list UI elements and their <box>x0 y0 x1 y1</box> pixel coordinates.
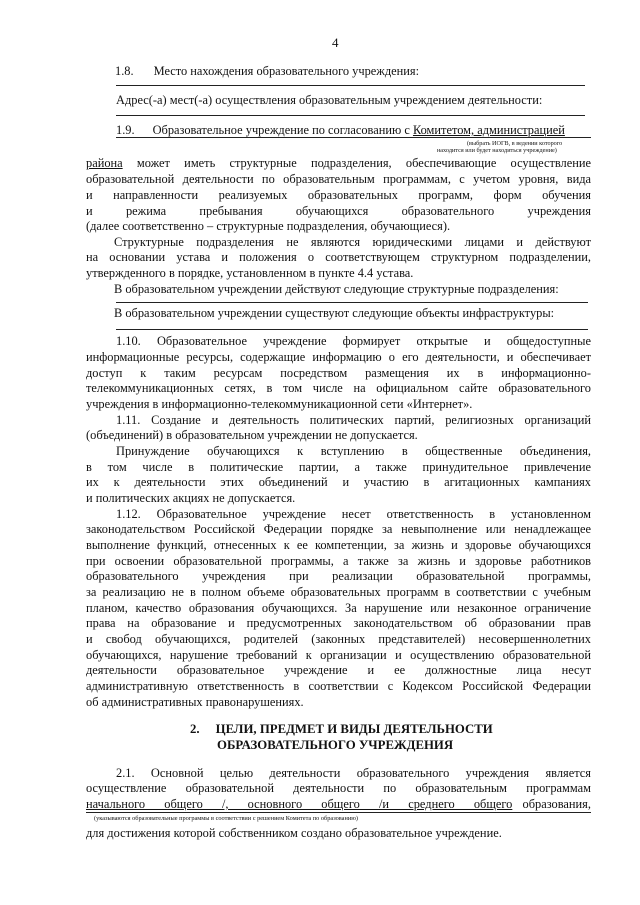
para-1-9-line: на основании устава и положения о соответствующем структурном подразделении, <box>86 250 591 264</box>
section-number: 2. <box>190 722 200 736</box>
para-1-9-line: и направленности реализуемых образовательных программ, форм обучения <box>86 188 591 202</box>
para-2-1-line: 2.1. Основной целью деятельности образовательного учреждения является <box>116 766 591 780</box>
para-1-9-line: утвержденного в порядке, установленном в пункте 4.4 устава. <box>86 266 414 280</box>
section-number: 1.9. <box>116 123 135 137</box>
section-title-line-2: ОБРАЗОВАТЕЛЬНОГО УЧРЕЖДЕНИЯ <box>217 738 454 752</box>
para-1-9-line: (далее соответственно – структурные подразделения, обучающиеся). <box>86 219 451 233</box>
blank-line <box>116 85 585 86</box>
location-label: Место нахождения образовательного учреждения: <box>153 64 420 78</box>
blank-line <box>116 329 588 330</box>
para-1-11-line: 1.11. Создание и деятельность политических партий, религиозных организаций <box>116 413 591 427</box>
para-1-12-line: 1.12. Образовательное учреждение несет ответственность в установленном <box>116 507 591 521</box>
para-1-10-line: доступ к таким ресурсам посредством размещения их в информационно- <box>86 366 591 380</box>
para-1-9-line: и режима пребывания обучающихся образовательного учреждения <box>86 204 591 218</box>
section-number: 1.8. <box>115 64 134 78</box>
para-2-1-line: для достижения которой собственником создано образовательное учреждение. <box>86 826 502 840</box>
blank-line <box>116 302 588 303</box>
section-1-8-heading <box>115 64 575 80</box>
para-1-11-line: в том числе в политические партии, а также принудительное привлечение <box>86 460 591 474</box>
blank-line <box>116 137 591 138</box>
para-1-12-line: при освоении образовательной программы, а также за жизнь и здоровье работников <box>86 554 591 568</box>
para-1-12-line: административную ответственность в соответствии с Кодексом Российской Федерации <box>86 679 591 693</box>
para-1-12-line: и свобод обучающихся, родителей (законных представителей) несовершеннолетних <box>86 632 591 646</box>
para-1-12-line: образовательного учреждения при реализации образовательной программы, <box>86 569 591 583</box>
para-1-12-line: законодательством Российской Федерации порядке за невыполнение или ненадлежащее <box>86 522 591 536</box>
para-1-12-line: планом, качество образования обучающихся. За нарушение или незаконное ограничение <box>86 601 591 615</box>
page-number: 4 <box>332 35 339 50</box>
para-1-12-line: деятельности образовательное учреждение и ее должностные лица несут <box>86 663 591 677</box>
subdivisions-label: В образовательном учреждении действуют следующие структурные подразделения: <box>114 282 559 296</box>
para-1-12-line: за реализацию не в полном объеме образовательных программ в соответствии с учебным <box>86 585 591 599</box>
infrastructure-label: В образовательном учреждении существуют следующие объекты инфраструктуры: <box>114 306 555 320</box>
authority-note-1: (выбрать ИОГВ, в ведении которого <box>467 140 563 147</box>
programs-field: начального общего /, основного общего /и среднего общего <box>86 797 513 811</box>
para-1-11-line: и политических акциях не допускается. <box>86 491 296 505</box>
para-1-11-line: Принуждение обучающихся к вступлению в общественные объединения, <box>116 444 591 458</box>
programs-note: (указываются образовательные программы в соответствии с решением Комитета по образованию) <box>94 815 359 822</box>
para-1-12-line: обучающихся, нарушение требований к организации и осуществлению образовательной <box>86 648 591 662</box>
para-2-1-line: начального общего /, основного общего /и среднего общего образования, <box>86 797 591 811</box>
blank-line <box>116 115 585 116</box>
para-2-1-line: осуществление образовательной деятельности по образовательным программам <box>86 781 591 795</box>
para-1-10-line: учреждения в информационно-телекоммуникационной сети «Интернет». <box>86 397 473 411</box>
district-field: района <box>86 156 123 170</box>
section-title-line-1: ЦЕЛИ, ПРЕДМЕТ И ВИДЫ ДЕЯТЕЛЬНОСТИ <box>215 722 493 736</box>
para-1-12-line: выполнение функций, отнесенных к ее компетенции, за жизнь и здоровье обучающихся <box>86 538 591 552</box>
consent-lead: Образовательное учреждение по согласованию с <box>152 123 410 137</box>
para-1-12-line: об административных правонарушениях. <box>86 695 304 709</box>
para-1-9-line: образовательной деятельности по образовательным программам, с учетом уровня, вида <box>86 172 591 186</box>
para-1-10-line: информационные ресурсы, содержащие информацию о его деятельности, и обеспечивает <box>86 350 591 364</box>
blank-line <box>86 812 591 813</box>
para-1-11-line: их к деятельности этих объединений и участию в агитационных кампаниях <box>86 475 591 489</box>
authority-field: Комитетом, администрацией <box>412 123 565 137</box>
para-1-9-line: района может иметь структурные подразделения, обеспечивающие осуществление <box>86 156 591 170</box>
section-2-heading <box>190 722 510 738</box>
para-1-12-line: права на образование и предусмотренных законодательством об образовании прав <box>86 616 591 630</box>
authority-note-2: находится или будет находиться учреждение) <box>437 147 557 154</box>
para-1-10-line: 1.10. Образовательное учреждение формирует открытые и общедоступные <box>116 334 591 348</box>
address-label: Адрес(-а) мест(-а) осуществления образовательным учреждением деятельности: <box>116 93 543 107</box>
para-1-10-line: телекоммуникационных сетях, в том числе на официальном сайте образовательного <box>86 381 591 395</box>
para-1-9-line: Структурные подразделения не являются юридическими лицами и действуют <box>114 235 591 249</box>
para-1-11-line: (объединений) в образовательном учреждении не допускается. <box>86 428 418 442</box>
